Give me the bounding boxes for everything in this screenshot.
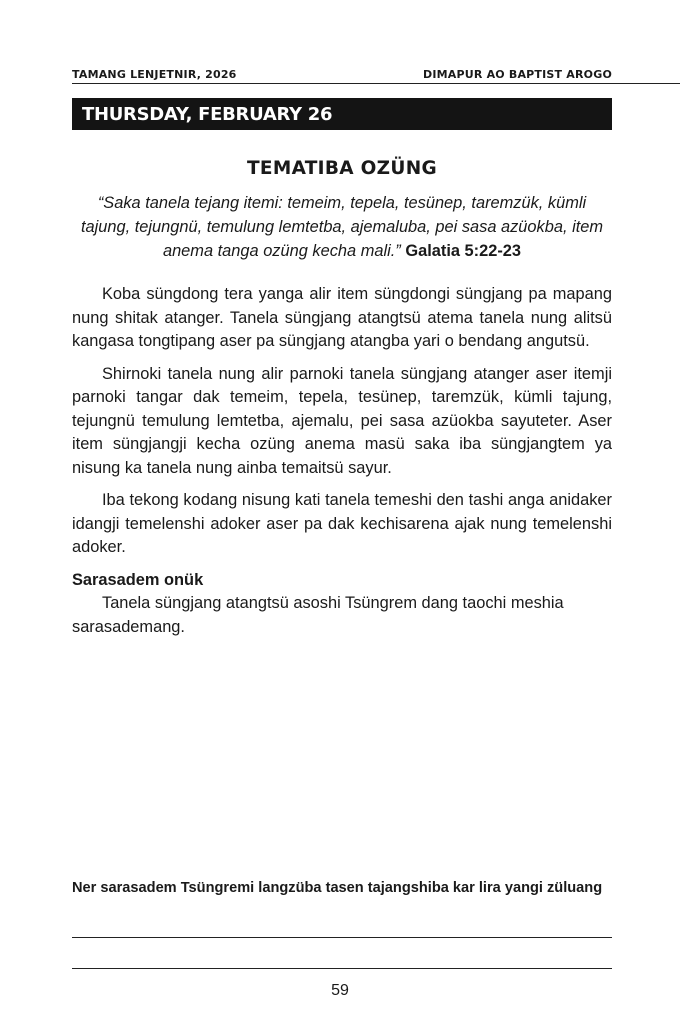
reflection-prompt: Ner sarasadem Tsüngremi langzüba tasen tajangshiba kar lira yangi züluang xyxy=(72,880,603,896)
header-rule xyxy=(72,83,680,84)
publisher-name: DIMAPUR AO BAPTIST AROGO xyxy=(423,68,612,81)
writing-line[interactable] xyxy=(72,968,612,969)
running-header xyxy=(72,63,612,81)
body-paragraph-1: Koba süngdong tera yanga alir item süngdongi süngjang pa mapang nung shitak atanger. Tanela süngjang atangtsü atema tanela nung alitsü kangasa tongtipang aser pa süngjang atangba yari o bendang angutsü. xyxy=(72,285,612,350)
body-paragraph-3: Iba tekong kodang nisung kati tanela temeshi den tashi anga anidaker idangji temelenshi adoker aser pa dak kechisarena ajak nung temelenshi adoker. xyxy=(72,491,612,556)
body-paragraph-2: Shirnoki tanela nung alir parnoki tanela süngjang atanger aser itemji parnoki tangar dak temeim, tepela, tesünep, taremzük, kümli tajung, tejungnü temulung lemtetba, ajemalu, pei sasa azüokba sayuteter. Aser item süngjangji kecha ozüng anema masü saka iba süngjangtem ya nisung ka tanela nung ainba temaitsü sayur. xyxy=(72,364,612,477)
verse-text: “Saka tanela tejang itemi: temeim, tepela, tesünep, taremzük, kümli tajung, tejungnü, temulung lemtetba, ajemaluba, pei sasa azüokba, item anema tanga ozüng kecha mali.” xyxy=(80,194,604,260)
date-banner-text: THURSDAY, FEBRUARY 26 xyxy=(82,103,333,125)
devotion-body xyxy=(72,283,612,648)
writing-line[interactable] xyxy=(72,937,612,938)
application-text: Tanela süngjang atangtsü asoshi Tsüngrem dang taochi meshia sarasademang. xyxy=(72,594,564,636)
scripture-verse xyxy=(72,191,612,263)
devotion-title: TEMATIBA OZÜNG xyxy=(247,158,437,179)
page-number: 59 xyxy=(331,982,349,999)
verse-reference: Galatia 5:22-23 xyxy=(405,242,522,260)
date-banner xyxy=(72,98,612,130)
book-title: TAMANG LENJETNIR, 2026 xyxy=(72,68,237,81)
application-heading: Sarasadem onük xyxy=(72,570,204,589)
